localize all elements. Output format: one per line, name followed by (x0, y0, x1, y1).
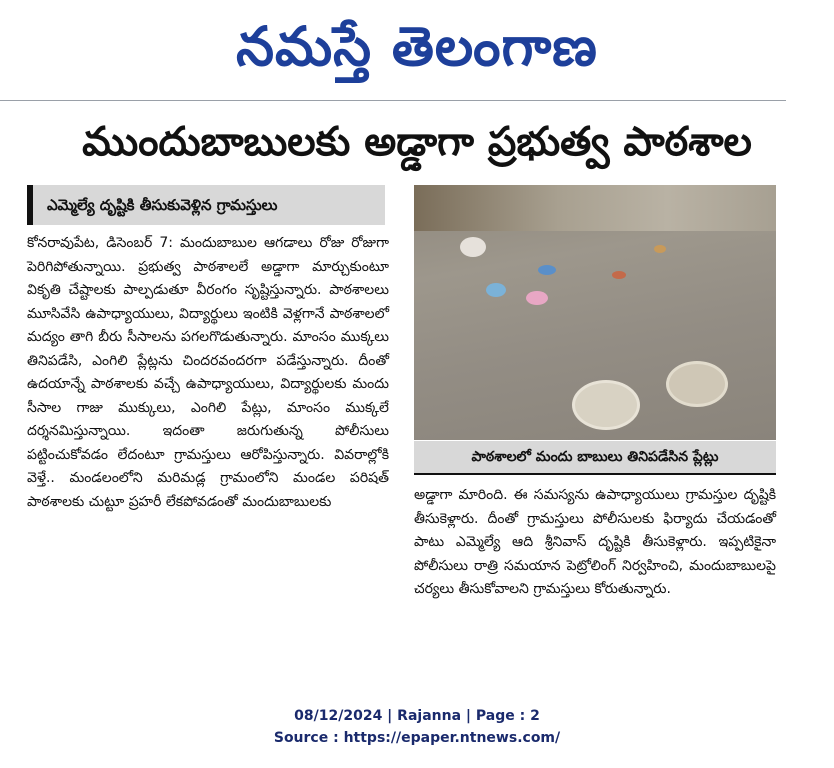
newspaper-masthead (0, 0, 834, 95)
photo-wall (414, 185, 776, 231)
article-body-right-column (414, 484, 776, 602)
photo-litter (654, 245, 666, 253)
article-headline: ముందుబాబులకు అడ్డాగా ప్రభుత్వ పాఠశాల (82, 119, 752, 165)
article-body-left-column (27, 232, 389, 514)
article-body-left-text: కోనరావుపేట, డిసెంబర్ 7: మందుబాబుల ఆగడాలు రోజు రోజుగా పెరిగిపోతున్నాయి. ప్రభుత్వ పాఠశాలలే అడ్డాగా మార్చుకుంటూ వికృతి చేష్టాలకు పాల్పడుతూ వీరంగం సృష్టిస్తున్నారు. పాఠశాలలు మూసివేసి ఉపాధ్యాయులు, విద్యార్థులు ఇంటికి వెళ్లగానే పాఠశాలలో మద్యం తాగి బీరు సీసాలను పగలగొడుతున్నారు. మాంసం ముక్కలు తినిపడేసి, ఎంగిలి ప్లేట్లను చిందరవందరగా పడేస్తున్నారు. దీంతో ఉదయాన్నే పాఠశాలకు వచ్చే ఉపాధ్యాయులు, విద్యార్థులకు మందు సీసాల గాజు ముక్కులు, ఎంగిలి పేట్లు, మాంసం ముక్కలే దర్శనమిస్తున్నాయి. ఇదంతా జరుగుతున్న పోలీసులు పట్టించుకోవడం లేదంటూ గ్రామస్తులు ఆరోపిస్తున్నారు. వివరాల్లోకి వెళ్తే.. మండలంలోని మరిమడ్ల గ్రామంలోని మండల పరిషత్ పాఠశాలకు చుట్టూ ప్రహరీ లేకపోవడంతో మందుబాబులకు (27, 235, 389, 510)
photo-litter (460, 237, 486, 257)
photo-caption-box (414, 441, 776, 475)
footer-source-link[interactable]: Source : https://epaper.ntnews.com/ (273, 730, 561, 746)
article-subheadline: ఎమ్మెల్యే దృష్టికి తీసుకువెళ్లిన గ్రామస్తులు (47, 196, 278, 214)
page-footer (0, 705, 834, 749)
photo-litter (538, 265, 556, 275)
photo-litter (612, 271, 626, 279)
photo-litter (526, 291, 548, 305)
photo-caption: పాఠశాలలో మందు బాబులు తినిపడేసిన ప్లేట్లు (471, 449, 719, 465)
article-body-right-text: అడ్డాగా మారింది. ఈ సమస్యను ఉపాధ్యాయులు గ్రామస్తుల దృష్టికి తీసుకెళ్లారు. దీంతో గ్రామస్తులు పోలీసులకు ఫిర్యాదు చేయడంతో పాటు ఎమ్మెల్యే ఆది శ్రీనివాస్ దృష్టికి తీసుకెళ్లారు. ఇప్పటికైనా పోలీసులు రాత్రి సమయాన పెట్రోలింగ్ నిర్వహించి, మందుబాబులపై చర్యలు తీసుకోవాలని గ్రామస్తులు కోరుతున్నారు. (414, 487, 776, 597)
photo-plate (666, 361, 728, 407)
article-photo (414, 185, 776, 440)
photo-litter (486, 283, 506, 297)
masthead-title: నమస్తే తెలంగాణ (236, 14, 598, 78)
article-subheadline-box (27, 185, 385, 225)
masthead-divider (0, 100, 786, 101)
photo-plate (572, 380, 640, 430)
footer-edition-info: 08/12/2024 | Rajanna | Page : 2 (294, 708, 540, 724)
